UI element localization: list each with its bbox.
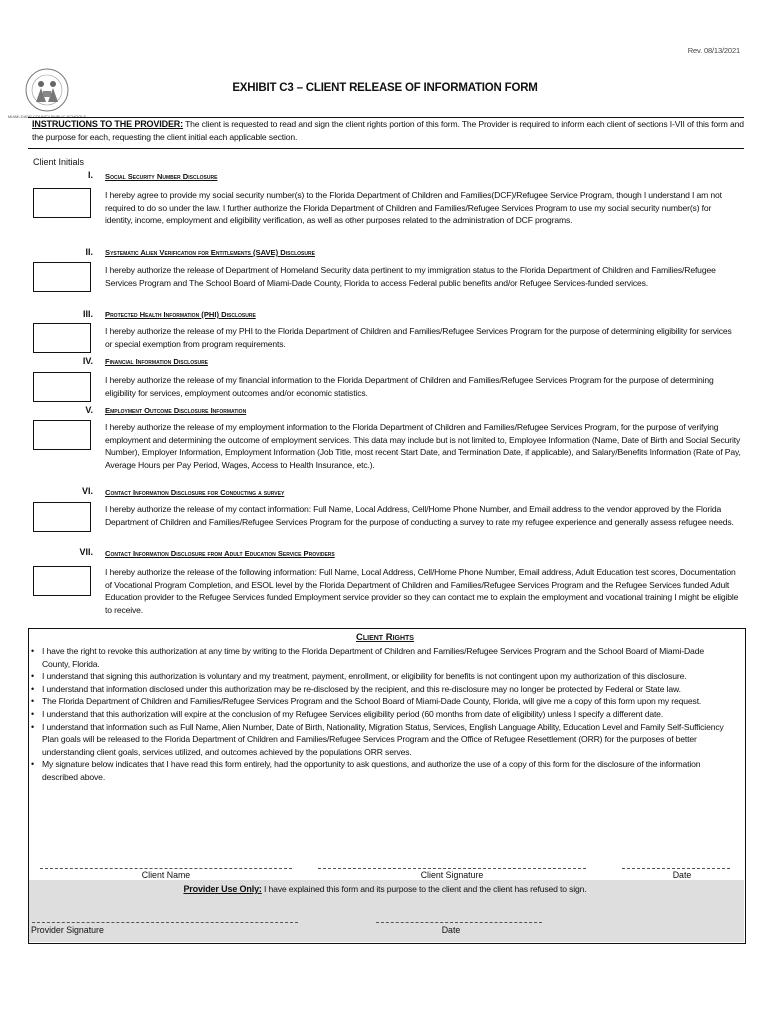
initials-box-section-3[interactable]	[33, 323, 91, 353]
section-numeral: V.	[85, 405, 93, 415]
section-heading: Social Security Number Disclosure	[105, 172, 218, 181]
client-right-item: • I have the right to revoke this authorization at any time by writing to the Florida Department of Children and Families/Refugee Services Program and the School Board of Miami-Dade County, Florida.	[30, 645, 730, 670]
client-rights-list	[30, 645, 730, 784]
svg-text:MIAMI-DADE COUNTY PUBLIC SCHOO: MIAMI-DADE COUNTY PUBLIC SCHOOLS	[7, 114, 87, 119]
initials-box-section-5[interactable]	[33, 420, 91, 450]
provider-date-label: Date	[441, 925, 461, 935]
section-text: I hereby authorize the release of the following information: Full Name, Local Address, Cell/Home Phone Number, Email address, Adult Education test scores, Documentation of Vocational Program Completion, and ESOL level by the Florida Department of Children and Families/Refugee Services Program and the Refugee Services funded Adult Education provider to the Refugee Services funded Employment service provider so they can contact me to explain the employment and vocational training I might be eligible to receive.	[105, 567, 739, 615]
client-date-line[interactable]	[622, 868, 730, 869]
section-heading: Systematic Alien Verification for Entitlements (SAVE) Disclosure	[105, 248, 315, 257]
initials-box-section-4[interactable]	[33, 372, 91, 402]
section-numeral: II.	[85, 247, 93, 257]
section-heading: Employment Outcome Disclosure Information	[105, 406, 247, 415]
client-signature-label: Client Signature	[420, 870, 484, 880]
client-name-label: Client Name	[141, 870, 191, 880]
section-heading: Financial Information Disclosure	[105, 357, 209, 366]
provider-signature-label: Provider Signature	[31, 925, 104, 935]
section-numeral: VII.	[79, 547, 93, 557]
section-heading: Protected Health Information (PHI) Disclosure	[105, 310, 256, 319]
revision-date: Rev. 08/13/2021	[687, 46, 740, 55]
client-right-item: • I understand that information such as Full Name, Alien Number, Date of Birth, Nationality, Migration Status, Services, English Language Ability, Education Level and Family Self-Sufficiency Plan goals will be released to the Florida Department of Children and Families/Refugee Services Program and the Office of Refugee Resettlement (ORR) for the purposes of better understanding client goals, services utilized, and outcomes achieved by the populations ORR serves.	[30, 721, 730, 759]
client-signature-line[interactable]	[318, 868, 586, 869]
initials-box-section-2[interactable]	[33, 262, 91, 292]
provider-signature-line[interactable]	[32, 922, 298, 923]
client-right-item: • I understand that signing this authorization is voluntary and my treatment, payment, enrollment, or eligibility for benefits is not contingent upon my authorization of this disclosure.	[30, 670, 730, 683]
client-name-line[interactable]	[40, 868, 292, 869]
client-right-item: • The Florida Department of Children and Families/Refugee Services Program and the School Board of Miami-Dade County, Florida, will give me a copy of this form upon my request.	[30, 695, 730, 708]
section-text: I hereby authorize the release of my contact information: Full Name, Local Address, Cell/Home Phone Number, and Email address to the vendor approved by the Florida Department of Children and Families/Refugee Services Program for the purpose of conducting a survey to rate my refugee experience and generally assess refugee needs.	[105, 504, 734, 527]
section-numeral: III.	[82, 309, 93, 319]
section-numeral: VI.	[81, 486, 93, 496]
section-numeral: IV.	[82, 356, 93, 366]
form-title: EXHIBIT C3 – CLIENT RELEASE OF INFORMATION FORM	[232, 82, 538, 94]
client-date-label: Date	[672, 870, 692, 880]
section-text: I hereby agree to provide my social security number(s) to the Florida Department of Children and Families(DCF)/Refugee Service Program, though I understand I am not required to do so under the law. I further authorize the Florida Department of Children and Families/Refugee Services Program to use my social security number(s) for identity, income, employment and eligibility verification, as well as other purposes related to the administration of DCF programs.	[105, 190, 722, 226]
initials-box-section-7[interactable]	[33, 566, 91, 596]
initials-box-section-6[interactable]	[33, 502, 91, 532]
section-text: I hereby authorize the release of my employment information to the Florida Department of Children and Families/Refugee Services Program, for the purpose of verifying employment and determining the outcome of employment services. This data may include but is not limited to, Employee Information (Name, Date of Birth and Social Security Number), Employer Information, Employment Information (Job Title, most recent Start Date, and Termination Date, if applicable), and Salary/Benefits Information (Rate of Pay, Average Hours per Pay Period, Wages, Access to Health Insurance, etc.).	[105, 422, 741, 470]
provider-use-note	[0, 883, 770, 896]
client-right-item: • I understand that information disclosed under this authorization may be re-disclosed by the recipient, and this re-disclosure may no longer be protected by Federal or State law.	[30, 683, 730, 696]
section-heading: Contact Information Disclosure from Adult Education Service Providers	[105, 549, 335, 558]
section-heading: Contact Information Disclosure for Conducting a survey	[105, 488, 285, 497]
client-initials-heading: Client Initials	[33, 157, 85, 167]
section-text: I hereby authorize the release of Department of Homeland Security data pertinent to my immigration status to the Florida Department of Children and Families/Refugee Services Program and The School Board of Miami-Dade County, Florida to access Federal public benefits and/or Refugee Services-funded services.	[105, 265, 716, 288]
initials-box-section-1[interactable]	[33, 188, 91, 218]
client-right-item: • My signature below indicates that I have read this form entirely, had the opportunity to ask questions, and authorize the use of a copy of this form for the disclosure of the information described above.	[30, 758, 730, 783]
section-text: I hereby authorize the release of my financial information to the Florida Department of Children and Families/Refugee Services Program for the purpose of determining eligibility for services, employment outcomes and/or economic statistics.	[105, 375, 714, 398]
provider-use-label: Provider Use Only:	[183, 884, 262, 894]
provider-use-text: I have explained this form and its purpose to the client and the client has refused to sign.	[261, 884, 587, 894]
instructions	[32, 118, 744, 143]
provider-date-line[interactable]	[376, 922, 542, 923]
instructions-label: INSTRUCTIONS TO THE PROVIDER:	[32, 119, 183, 129]
client-right-item: • I understand that this authorization will expire at the conclusion of my Refugee Services eligibility period (60 months from date of eligibility) unless I specify a different date.	[30, 708, 730, 721]
client-rights-heading: Client Rights	[356, 632, 414, 643]
section-numeral: I.	[87, 170, 93, 180]
instructions-text: The client is requested to read and sign the client rights portion of this form. The Provider is required to inform each client of sections I-VII of this form and the purpose for each, requesting the client initial each applicable section.	[32, 119, 744, 142]
section-text: I hereby authorize the release of my PHI to the Florida Department of Children and Families/Refugee Services Program for the purpose of determining eligibility for services or special exemption from program requirements.	[105, 326, 732, 349]
